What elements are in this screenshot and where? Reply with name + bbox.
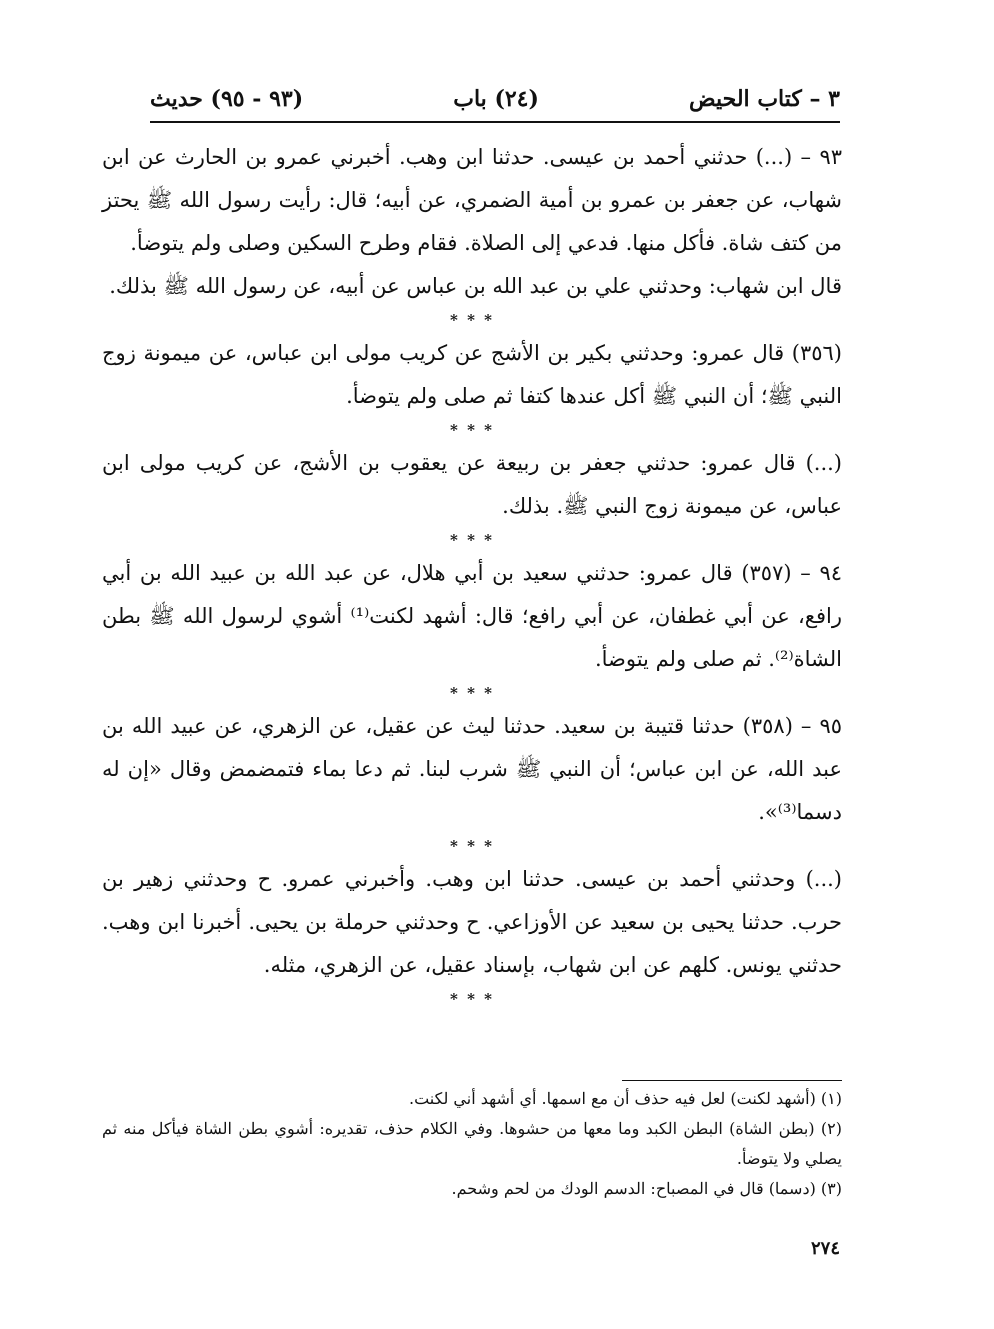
hadith-95: ٩٥ – (٣٥٨) حدثنا قتيبة بن سعيد. حدثنا ليث عن عقيل، عن الزهري، عن عبيد الله بن عبد الله، عن ابن عباس؛ أن النبي ﷺ شرب لبنا. ثم دعا بماء فتمضمض وقال «إن له دسما⁽³⁾». [102, 714, 842, 824]
footnotes [102, 1084, 842, 1204]
hadith-93-ibn-shihab: قال ابن شهاب: وحدثني علي بن عبد الله بن عباس عن أبيه، عن رسول الله ﷺ بذلك. [109, 274, 842, 298]
hadith-356: (٣٥٦) قال عمرو: وحدثني بكير بن الأشج عن كريب مولى ابن عباس، عن ميمونة زوج النبي ﷺ؛ أن النبي ﷺ أكل عندها كتفا ثم صلى ولم يتوضأ. [102, 341, 842, 408]
hadith-94: ٩٤ – (٣٥٧) قال عمرو: حدثني سعيد بن أبي هلال، عن عبد الله بن عبيد الله بن أبي رافع، عن أبي غطفان، عن أبي رافع؛ قال: أشهد لكنت⁽¹⁾ أشوي لرسول الله ﷺ بطن الشاة⁽²⁾. ثم صلى ولم يتوضأ. [102, 561, 842, 671]
footnote-rule [622, 1080, 842, 1081]
separator: * * * [450, 684, 494, 702]
footnote-2: (٢) (بطن الشاة) البطن الكبد وما معها من حشوها. وفي الكلام حذف، تقديره: أشوي بطن الشاة فيأكل منه ثم يصلي ولا يتوضأ. [102, 1119, 842, 1168]
footnote-1: (١) (أشهد لكنت) لعل فيه حذف أن مع اسمها. أي أشهد أني لكنت. [409, 1089, 842, 1108]
separator: * * * [450, 837, 494, 855]
separator: * * * [450, 311, 494, 329]
separator: * * * [450, 421, 494, 439]
hadith-356-variant: (...) قال عمرو: حدثني جعفر بن ربيعة عن يعقوب بن الأشج، عن كريب مولى ابن عباس، عن ميمونة زوج النبي ﷺ. بذلك. [102, 451, 842, 518]
hadith-93: ٩٣ – (...) حدثني أحمد بن عيسى. حدثنا ابن وهب. أخبرني عمرو بن الحارث عن ابن شهاب، عن جعفر بن عمرو بن أمية الضمري، عن أبيه؛ قال: رأيت رسول الله ﷺ يحتز من كتف شاة. فأكل منها. فدعي إلى الصلاة. فقام وطرح السكين وصلى ولم يتوضأ. [102, 145, 842, 255]
hadith-95-variant: (...) وحدثني أحمد بن عيسى. حدثنا ابن وهب. وأخبرني عمرو. ح وحدثني زهير بن حرب. حدثنا يحيى بن سعيد عن الأوزاعي. ح وحدثني حرملة بن يحيى. أخبرنا ابن وهب. حدثني يونس. كلهم عن ابن شهاب، بإسناد عقيل، عن الزهري، مثله. [102, 867, 842, 977]
separator: * * * [450, 990, 494, 1008]
footnote-3: (٣) (دسما) قال في المصباح: الدسم الودك من لحم وشحم. [451, 1179, 842, 1198]
section-title: (٢٤) باب [453, 86, 539, 112]
hadith-range: (٩٣ - ٩٥) حديث [150, 86, 304, 112]
running-header [150, 82, 840, 116]
separator: * * * [450, 531, 494, 549]
page-number: ٢٧٤ [810, 1238, 840, 1259]
header-rule [150, 121, 840, 123]
main-text [102, 136, 842, 1011]
chapter-title: ٣ – كتاب الحيض [689, 86, 840, 112]
